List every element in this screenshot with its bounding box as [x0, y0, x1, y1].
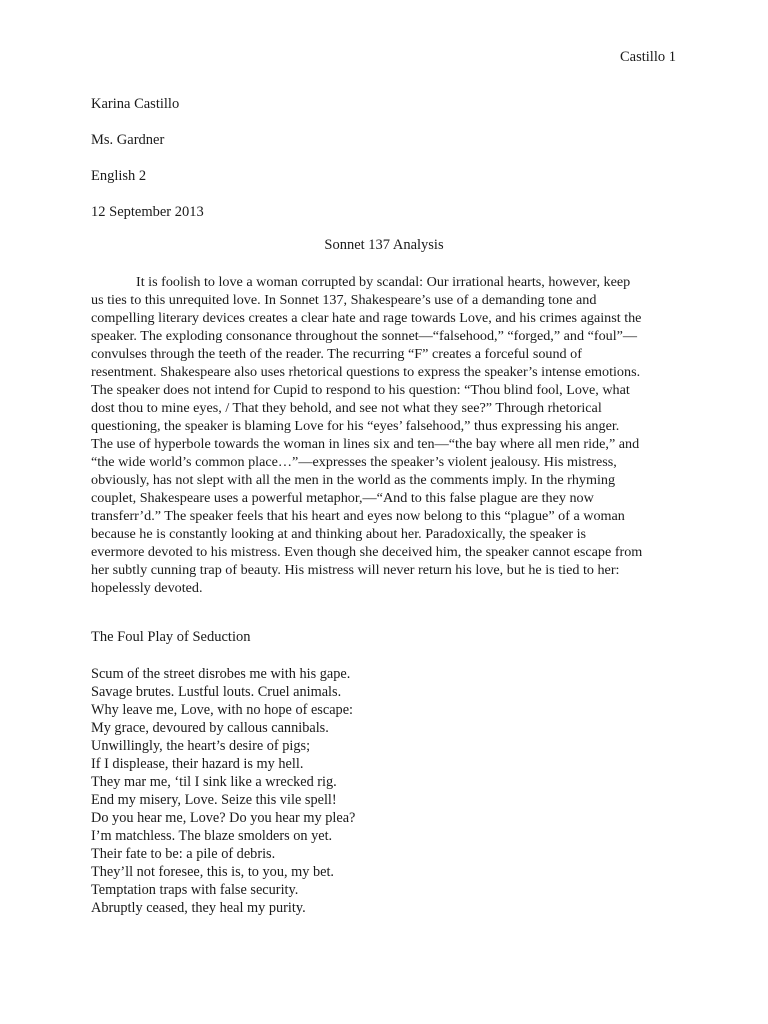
essay-line: The use of hyperbole towards the woman in lines six and ten—“the bay where all men ride,” and [91, 436, 640, 452]
essay-line: because he is constantly looking at and thinking about her. Paradoxically, the speaker is [91, 526, 587, 542]
running-head: Castillo 1 [620, 49, 676, 65]
poem-line: Abruptly ceased, they heal my purity. [91, 900, 306, 916]
essay-line: transferr’d.” The speaker feels that his heart and eyes now belong to this “plague” of a woman [91, 508, 625, 524]
date: 12 September 2013 [91, 204, 204, 220]
mla-heading [91, 96, 204, 240]
course-name: English 2 [91, 168, 147, 184]
poem-title: The Foul Play of Seduction [91, 629, 251, 645]
essay-line: us ties to this unrequited love. In Sonnet 137, Shakespeare’s use of a demanding tone and [91, 292, 597, 308]
essay-paragraph [91, 273, 678, 597]
poem-line: Unwillingly, the heart’s desire of pigs; [91, 738, 311, 754]
essay-line: speaker. The exploding consonance throughout the sonnet—“falsehood,” “forged,” and “foul”— [91, 328, 638, 344]
poem-line: Scum of the street disrobes me with his gape. [91, 666, 351, 682]
essay-line: hopelessly devoted. [91, 580, 203, 596]
poem-line: Why leave me, Love, with no hope of escape: [91, 702, 354, 718]
poem-line: My grace, devoured by callous cannibals. [91, 720, 329, 736]
essay-line: resentment. Shakespeare also uses rhetorical questions to express the speaker’s intense emotions. [91, 364, 641, 380]
essay-line: couplet, Shakespeare uses a powerful metaphor,—“And to this false plague are they now [91, 490, 594, 506]
poem-line: Savage brutes. Lustful louts. Cruel animals. [91, 684, 342, 700]
essay-line: evermore devoted to his mistress. Even though she deceived him, the speaker cannot escape from [91, 544, 643, 560]
poem-line: Do you hear me, Love? Do you hear my plea? [91, 810, 356, 826]
poem-body [91, 665, 355, 917]
essay-line: The speaker does not intend for Cupid to respond to his question: “Thou blind fool, Love, what [91, 382, 630, 398]
essay-line: compelling literary devices creates a clear hate and rage towards Love, and his crimes against the [91, 310, 642, 326]
student-name: Karina Castillo [91, 96, 180, 112]
essay-line: “the wide world’s common place…”—expresses the speaker’s violent jealousy. His mistress, [91, 454, 617, 470]
essay-line: her subtly cunning trap of beauty. His mistress will never return his love, but he is tied to her: [91, 562, 620, 578]
poem-line: If I displease, their hazard is my hell. [91, 756, 304, 772]
essay-line: dost thou to mine eyes, / That they behold, and see not what they see?” Through rhetorical [91, 400, 602, 416]
essay-title: Sonnet 137 Analysis [324, 237, 444, 253]
teacher-name: Ms. Gardner [91, 132, 165, 148]
essay-line: convulses through the teeth of the reader. The recurring “F” creates a forceful sound of [91, 346, 582, 362]
essay-line: It is foolish to love a woman corrupted by scandal: Our irrational hearts, however, keep [136, 274, 631, 290]
essay-line: questioning, the speaker is blaming Love for his “eyes’ falsehood,” thus expressing his anger. [91, 418, 620, 434]
essay-line: obviously, has not slept with all the men in the world as the comments imply. In the rhyming [91, 472, 616, 488]
poem-line: Temptation traps with false security. [91, 882, 299, 898]
poem-line: Their fate to be: a pile of debris. [91, 846, 276, 862]
poem-line: I’m matchless. The blaze smolders on yet. [91, 828, 333, 844]
poem-line: They mar me, ‘til I sink like a wrecked rig. [91, 774, 337, 790]
poem-line: End my misery, Love. Seize this vile spell! [91, 792, 337, 808]
poem-line: They’ll not foresee, this is, to you, my bet. [91, 864, 335, 880]
